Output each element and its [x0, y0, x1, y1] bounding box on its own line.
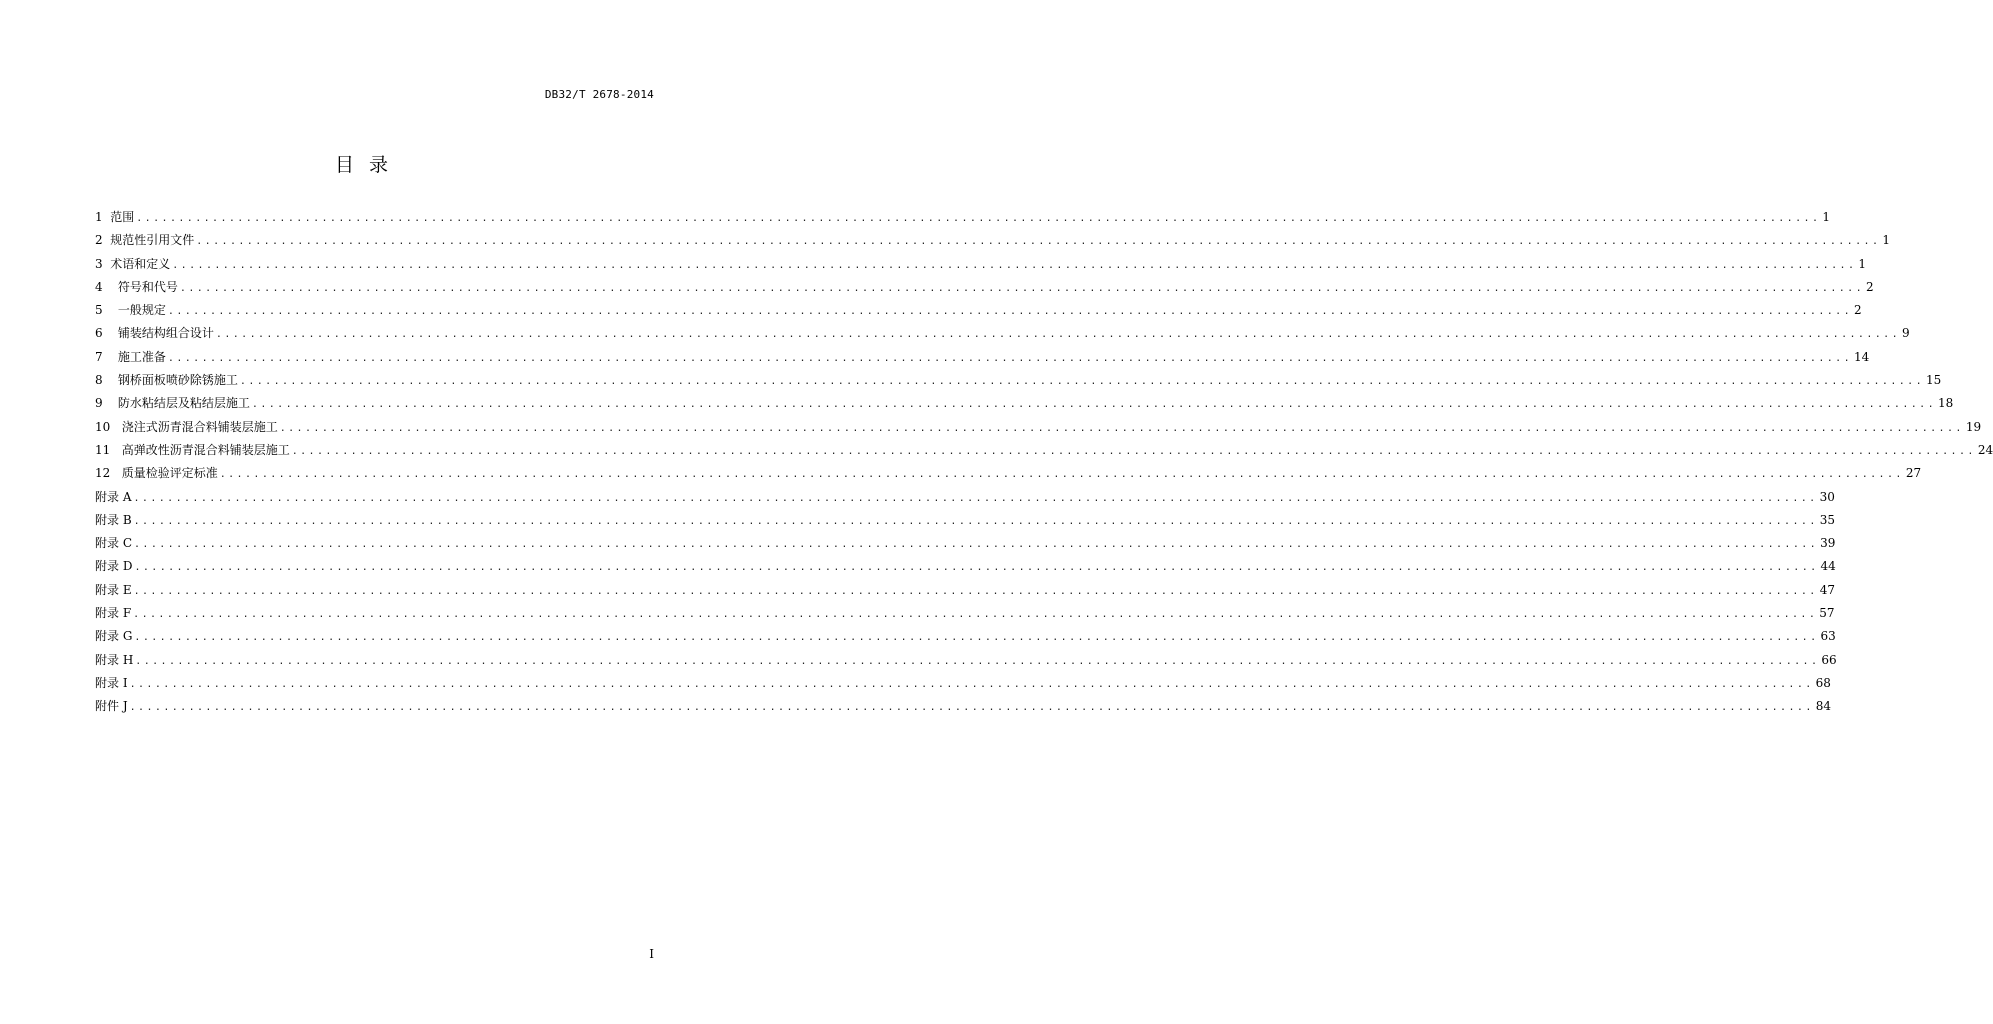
- toc-dot-leader: ........................................................................................................................................................................................................: [167, 306, 1853, 318]
- toc-entry-page: 1: [1822, 210, 1831, 224]
- toc-entry-label: 8 钢桥面板喷砂除锈施工: [95, 373, 238, 388]
- toc-dot-leader: ........................................................................................................................................................................................................: [129, 702, 1814, 714]
- toc-entry-label: 9 防水粘结层及粘结层施工: [95, 396, 250, 411]
- toc-dot-leader: ........................................................................................................................................................................................................: [239, 376, 1925, 388]
- toc-entry-page: 66: [1821, 652, 1837, 667]
- toc-entry-label: 附录 I: [95, 675, 128, 690]
- toc-entry-page: 57: [1819, 606, 1835, 621]
- toc-entry[interactable]: [95, 580, 1835, 603]
- toc-entry[interactable]: [95, 603, 1835, 626]
- toc-entry-page: 63: [1820, 629, 1836, 644]
- toc-entry[interactable]: [95, 673, 1831, 696]
- toc-entry-label: 附录 B: [95, 512, 132, 527]
- toc-entry-label: 2 规范性引用文件: [95, 233, 195, 248]
- toc-dot-leader: ........................................................................................................................................................................................................: [129, 678, 1814, 690]
- toc-entry[interactable]: [95, 533, 1836, 556]
- toc-dot-leader: ........................................................................................................................................................................................................: [279, 422, 1964, 434]
- toc-entry[interactable]: [95, 300, 1862, 323]
- toc-dot-leader: ........................................................................................................................................................................................................: [134, 632, 1819, 644]
- toc-dot-leader: ........................................................................................................................................................................................................: [133, 515, 1818, 527]
- toc-entry-page: 2: [1854, 303, 1862, 318]
- toc-entry-label: 10 浇注式沥青混合料铺装层施工: [95, 419, 278, 434]
- toc-entry-page: 1: [1882, 233, 1891, 248]
- toc-dot-leader: ........................................................................................................................................................................................................: [134, 539, 1819, 551]
- toc-dot-leader: ........................................................................................................................................................................................................: [219, 469, 1904, 481]
- toc-entry-page: 1: [1858, 256, 1867, 271]
- toc-entry[interactable]: [95, 254, 1867, 277]
- toc-entry[interactable]: [95, 323, 1910, 346]
- toc-dot-leader: ........................................................................................................................................................................................................: [251, 399, 1937, 411]
- toc-entry[interactable]: [95, 626, 1836, 649]
- toc-entry-label: 附录 D: [95, 559, 133, 574]
- toc-entry-label: 6 铺装结构组合设计: [95, 326, 214, 341]
- toc-entry[interactable]: [95, 650, 1837, 673]
- toc-entry-page: 19: [1965, 419, 1982, 434]
- toc-dot-leader: ........................................................................................................................................................................................................: [167, 352, 1853, 364]
- toc-entry[interactable]: [95, 487, 1835, 510]
- toc-entry-label: 附录 E: [95, 582, 132, 597]
- toc-entry-label: 4 符号和代号: [95, 279, 178, 294]
- toc-entry[interactable]: [95, 370, 1942, 393]
- toc-dot-leader: ........................................................................................................................................................................................................: [133, 492, 1818, 504]
- toc-dot-leader: ........................................................................................................................................................................................................: [135, 655, 1820, 667]
- toc-entry-page: 24: [1977, 442, 1993, 457]
- toc-entry-page: 47: [1819, 582, 1835, 597]
- page-title: 目 录: [334, 154, 390, 176]
- standard-code: DB32/T 2678-2014: [544, 88, 654, 101]
- toc-entry[interactable]: [95, 393, 1954, 416]
- page-number: I: [649, 947, 654, 961]
- toc-entry-label: 附录 H: [95, 652, 134, 667]
- toc-entry[interactable]: [95, 417, 1982, 440]
- toc-dot-leader: ........................................................................................................................................................................................................: [133, 585, 1818, 597]
- toc-entry-label: 12 质量检验评定标准: [95, 466, 218, 481]
- toc-entry-label: 附录 G: [95, 629, 133, 644]
- toc-entry-page: 35: [1819, 512, 1836, 527]
- toc-entry-page: 44: [1820, 559, 1836, 574]
- toc-dot-leader: ........................................................................................................................................................................................................: [179, 282, 1865, 294]
- toc-entry-page: 2: [1866, 279, 1874, 294]
- toc-entry[interactable]: [95, 696, 1832, 719]
- toc-entry-label: 7 施工准备: [95, 349, 166, 364]
- toc-entry-label: 附件 J: [95, 699, 128, 714]
- toc-entry-page: 39: [1820, 536, 1836, 551]
- toc-entry-page: 84: [1815, 699, 1832, 714]
- toc-entry-page: 18: [1938, 396, 1954, 411]
- toc-entry[interactable]: [95, 230, 1891, 253]
- toc-entry-page: 15: [1926, 373, 1942, 388]
- toc-entry-label: 3 术语和定义: [95, 256, 171, 271]
- toc-entry-label: 5 一般规定: [95, 303, 166, 318]
- toc-dot-leader: ........................................................................................................................................................................................................: [136, 213, 1821, 224]
- toc-dot-leader: ........................................................................................................................................................................................................: [215, 329, 1901, 341]
- toc-dot-leader: ........................................................................................................................................................................................................: [172, 259, 1857, 271]
- toc-entry-label: 11 高弹改性沥青混合料铺装层施工: [95, 442, 290, 457]
- toc-entry[interactable]: [95, 347, 1870, 370]
- toc-entry-label: 附录 C: [95, 536, 132, 551]
- toc-entry-page: 9: [1902, 326, 1910, 341]
- table-of-contents: [95, 207, 1993, 720]
- toc-entry-label: 附录 F: [95, 606, 132, 621]
- toc-entry[interactable]: [95, 463, 1922, 486]
- toc-entry-page: 68: [1815, 675, 1831, 690]
- toc-dot-leader: ........................................................................................................................................................................................................: [134, 562, 1819, 574]
- toc-entry[interactable]: [95, 440, 1993, 463]
- toc-entry[interactable]: [95, 510, 1836, 533]
- toc-dot-leader: ........................................................................................................................................................................................................: [133, 609, 1818, 621]
- toc-dot-leader: ........................................................................................................................................................................................................: [291, 445, 1976, 457]
- toc-entry-page: 14: [1854, 349, 1870, 364]
- toc-entry[interactable]: [95, 277, 1874, 300]
- toc-entry-label: 1 范围: [95, 210, 135, 224]
- toc-entry[interactable]: [95, 556, 1836, 579]
- toc-entry[interactable]: [95, 207, 1831, 230]
- toc-entry-label: 附录 A: [95, 489, 132, 504]
- toc-dot-leader: ........................................................................................................................................................................................................: [196, 236, 1881, 248]
- toc-entry-page: 30: [1819, 489, 1835, 504]
- toc-entry-page: 27: [1905, 466, 1922, 481]
